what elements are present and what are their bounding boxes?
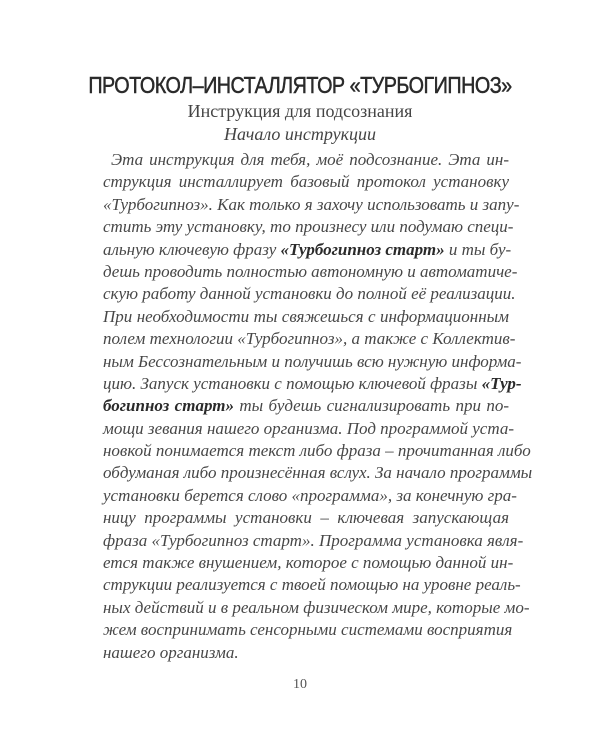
text-segment: ных действий и в реальном физическом мире, которые мо-	[103, 597, 530, 617]
text-segment: нашего организма.	[103, 642, 239, 662]
text-line	[103, 642, 509, 664]
text-line	[103, 306, 509, 328]
text-line	[103, 574, 521, 596]
text-segment: ным Бессознательным и получишь всю нужную информа-	[103, 351, 522, 371]
text-segment: «Турбогипноз». Как только я захочу использовать и запу-	[103, 194, 520, 214]
text-segment: полем технологии «Турбогипноз», а также с Коллектив-	[103, 329, 516, 349]
text-line	[103, 373, 522, 395]
text-segment: ется также внушением, которое с помощью данной ин-	[103, 553, 514, 573]
text-segment: альную ключевую фразу	[103, 239, 281, 259]
text-line	[103, 418, 514, 440]
text-segment: При необходимости ты свяжешься с информационным	[103, 306, 509, 326]
text-segment: цию. Запуск установки с помощью ключевой фразы	[103, 373, 482, 393]
text-segment: струкции реализуется с твоей помощью на уровне реаль-	[103, 575, 521, 595]
text-line	[103, 351, 522, 373]
text-line	[103, 171, 509, 193]
text-segment: обдуманая либо произнесённая вслух. За начало программы	[103, 463, 533, 483]
text-line	[103, 216, 514, 238]
bold-key-phrase: «Турбогипноз старт»	[280, 239, 445, 259]
text-line	[103, 194, 520, 216]
subtitle: Инструкция для подсознания	[187, 101, 413, 121]
text-segment: дешь проводить полностью автономную и автоматиче-	[103, 261, 518, 281]
text-segment: установки берется слово «программа», за конечную гра-	[103, 485, 517, 505]
text-segment: ты будешь сигнализировать при по-	[233, 396, 509, 416]
text-line	[103, 261, 518, 283]
text-line	[103, 239, 512, 261]
text-line	[103, 485, 517, 507]
bold-key-phrase: «Тур-	[481, 373, 522, 393]
text-line	[103, 507, 509, 529]
text-segment: новкой понимается текст либо фраза – прочитанная либо	[103, 441, 531, 461]
text-line	[103, 597, 530, 619]
text-segment: и ты бу-	[444, 239, 512, 259]
text-line	[103, 149, 509, 171]
text-segment: фраза «Турбогипноз старт». Программа установка явля-	[103, 530, 524, 550]
text-line	[103, 619, 513, 641]
text-line	[103, 328, 516, 350]
bold-key-phrase: богипноз старт»	[103, 396, 234, 416]
text-line	[103, 530, 524, 552]
text-segment: мощи зевания нашего организма. Под программой уста-	[103, 418, 514, 438]
text-line	[103, 283, 516, 305]
text-segment: ницу программы установки – ключевая запускающая	[103, 508, 509, 528]
body-text	[103, 149, 533, 664]
text-segment: струкция инсталлирует базовый протокол установку	[103, 172, 509, 192]
text-line	[103, 552, 514, 574]
text-line	[103, 440, 531, 462]
text-line	[103, 395, 509, 417]
text-segment: стить эту установку, то произнесу или подумаю специ-	[103, 217, 514, 237]
text-segment: жем воспринимать сенсорными системами восприятия	[103, 620, 513, 640]
text-segment: Эта инструкция для тебя, моё подсознание. Эта ин-	[111, 150, 509, 169]
text-segment: скую работу данной установки до полной её реализации.	[103, 284, 516, 304]
text-line	[103, 462, 533, 484]
page-title: ПРОТОКОЛ–ИНСТАЛЛЯТОР «ТУРБОГИПНОЗ»	[88, 72, 512, 98]
page-number: 10	[293, 677, 307, 692]
section-start-heading: Начало инструкции	[223, 124, 376, 144]
